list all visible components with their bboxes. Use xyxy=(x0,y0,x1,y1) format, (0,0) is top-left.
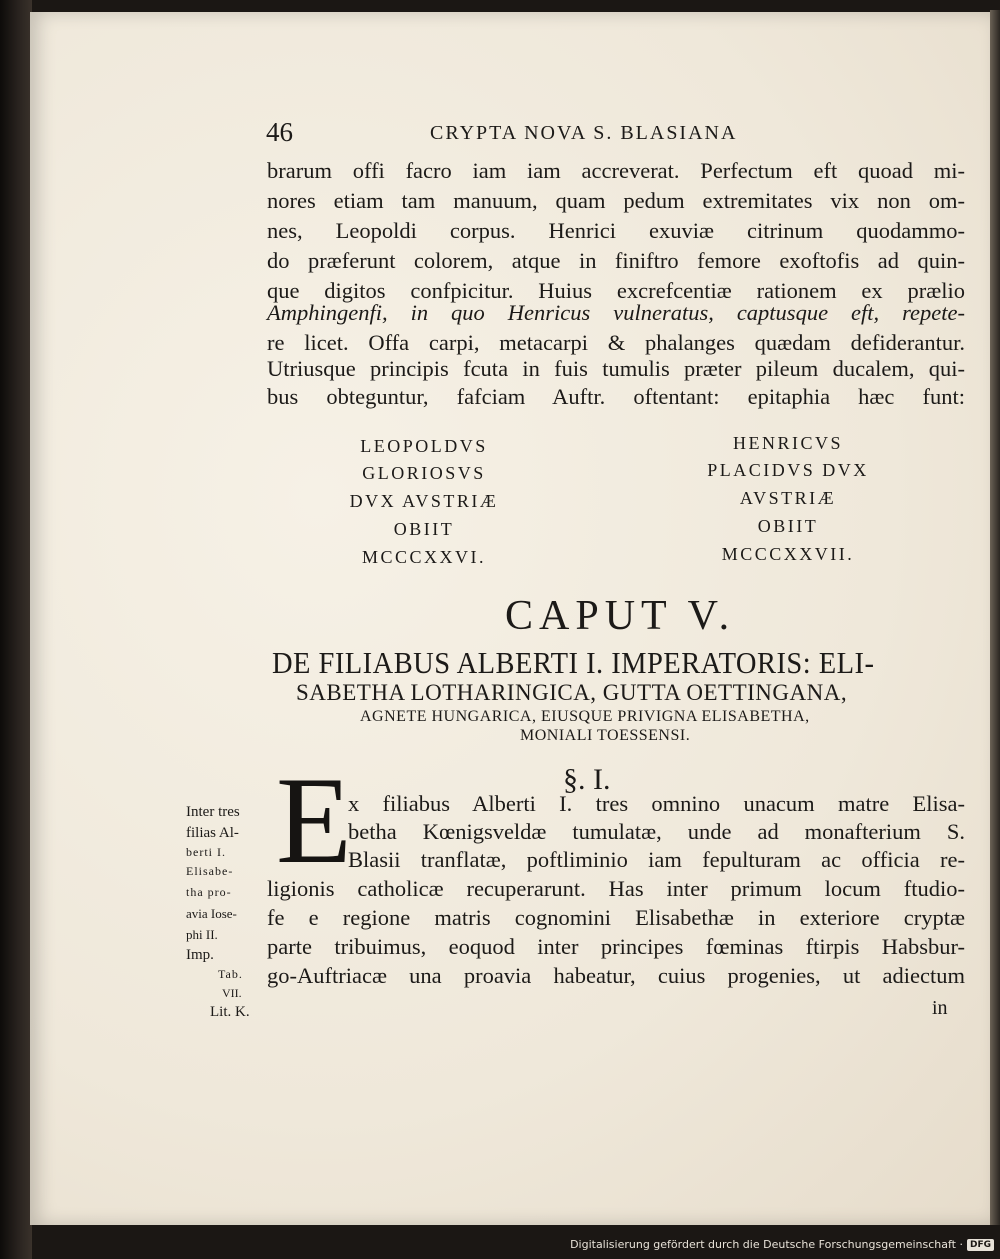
text-line: nes, Leopoldi corpus. Henrici exuviæ citrinum quodammo- xyxy=(267,218,965,243)
marginal-note-line: Elisabe- xyxy=(186,864,234,878)
text-line: brarum offi facro iam iam accreverat. Perfectum eft quoad mi- xyxy=(267,158,965,183)
running-title: CRYPTA NOVA S. BLASIANA xyxy=(430,122,738,144)
text-line: Blasii tranflatæ, poftliminio iam fepulturam ac officia re- xyxy=(348,847,965,872)
epitaph-left-line: GLORIOSVS xyxy=(362,463,486,483)
epitaph-left-line: DVX AVSTRIÆ xyxy=(349,491,499,511)
dfg-logo-icon: DFG xyxy=(967,1239,994,1251)
credit-text: Digitalisierung gefördert durch die Deutsche Forschungsgemeinschaft · xyxy=(570,1238,963,1251)
chapter-heading-line: MONIALI TOESSENSI. xyxy=(520,727,691,744)
text-line: que digitos confpicitur. Huius excrefcentiæ rationem ex prælio xyxy=(267,278,965,303)
text-line: bus obteguntur, fafciam Auftr. oftentant: epitaphia hæc funt: xyxy=(267,384,965,409)
marginal-note-line: phi II. xyxy=(186,927,218,942)
marginal-note-line: Inter tres xyxy=(186,804,240,820)
epitaph-left-line: MCCCXXVI. xyxy=(361,547,486,567)
marginal-note-line: Imp. xyxy=(186,947,214,963)
chapter-heading-line: SABETHA LOTHARINGICA, GUTTA OETTINGANA, xyxy=(296,680,848,705)
drop-cap: E xyxy=(276,752,352,889)
epitaph-right-line: HENRICVS xyxy=(732,433,843,453)
section-mark: §. I. xyxy=(563,763,611,796)
marginal-note-line: filias Al- xyxy=(186,825,239,841)
page-number: 46 xyxy=(266,117,293,147)
book-spine xyxy=(0,0,32,1259)
chapter-heading-line: DE FILIABUS ALBERTI I. IMPERATORIS: ELI- xyxy=(272,645,875,680)
marginal-note-line: Lit. K. xyxy=(210,1004,250,1020)
text-line: ligionis catholicæ recuperarunt. Has inter primum locum ftudio- xyxy=(267,876,965,901)
epitaph-left-line: LEOPOLDVS xyxy=(360,436,488,456)
epitaph-right-line: PLACIDVS DVX xyxy=(707,460,869,480)
epitaph-right-line: MCCCXXVII. xyxy=(721,544,855,564)
epitaph-left-line: OBIIT xyxy=(393,519,455,539)
digitization-credit xyxy=(570,1238,994,1251)
text-line: re licet. Offa carpi, metacarpi & phalanges quædam defiderantur. xyxy=(267,330,965,355)
text-line: parte tribuimus, eoquod inter principes fœminas ftirpis Habsbur- xyxy=(267,934,965,959)
marginal-note-line: Tab. xyxy=(218,967,243,981)
text-line: go-Auftriacæ una proavia habeatur, cuius progenies, ut adiectum xyxy=(267,963,965,988)
epitaph-right-line: AVSTRIÆ xyxy=(739,488,837,508)
text-line: nores etiam tam manuum, quam pedum extremitates vix non om- xyxy=(267,188,965,213)
text-line: fe e regione matris cognomini Elisabethæ in exteriore cryptæ xyxy=(267,905,965,930)
epitaph-right-line: OBIIT xyxy=(757,516,819,536)
marginal-note-line: berti I. xyxy=(186,845,226,859)
marginal-note-line: avia Iose- xyxy=(186,906,237,921)
catchword: in xyxy=(932,997,948,1019)
text-line: Amphingenfi, in quo Henricus vulneratus, captusque eft, repete- xyxy=(267,300,965,325)
text-line: Utriusque principis fcuta in fuis tumulis præter pileum ducalem, qui- xyxy=(267,356,965,381)
marginal-note-line: VII. xyxy=(222,986,242,1000)
chapter-title: CAPUT V. xyxy=(505,593,736,639)
chapter-heading-line: AGNETE HUNGARICA, EIUSQUE PRIVIGNA ELISABETHA, xyxy=(360,708,810,725)
text-line: betha Kœnigsveldæ tumulatæ, unde ad monafterium S. xyxy=(348,819,965,844)
marginal-note-line: tha pro- xyxy=(186,885,232,899)
text-line: do præferunt colorem, atque in finiftro femore exoftofis ad quin- xyxy=(267,248,965,273)
text-line: x filiabus Alberti I. tres omnino unacum matre Elisa- xyxy=(348,791,965,816)
page-edge xyxy=(990,10,1000,1225)
